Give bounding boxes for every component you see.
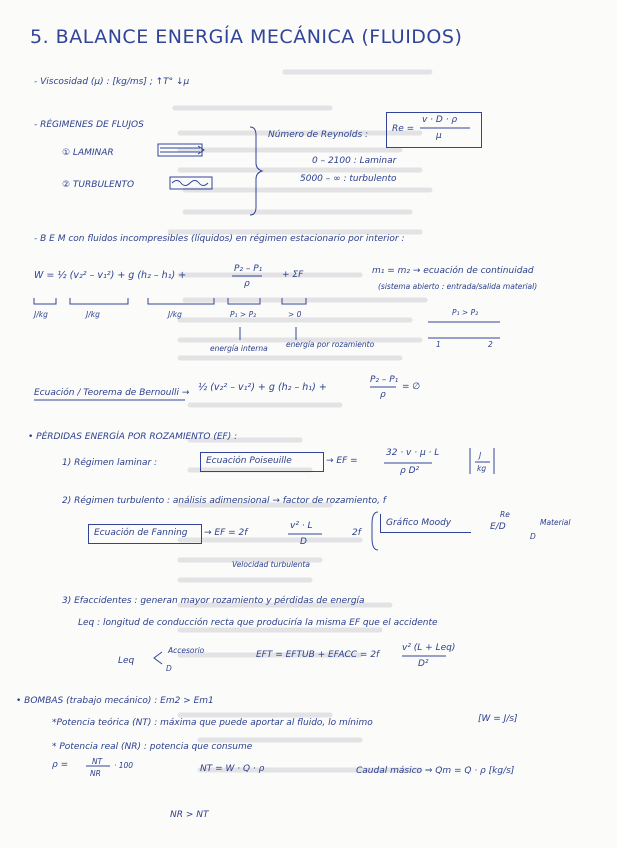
ef-turbulento: → EF = 2f: [204, 528, 248, 538]
moody-material: Material: [540, 518, 571, 527]
poiseuille-label: Ecuación Poiseuille: [206, 456, 292, 466]
eft-denominator: D²: [418, 659, 429, 669]
moody-d: D: [530, 532, 536, 541]
bem-intro: - B E M con fluidos incompresibles (líquidos) en régimen estacionario por interior :: [34, 234, 405, 244]
regimenes-heading: - RÉGIMENES DE FLUJOS: [34, 120, 144, 130]
bernoulli-label: Ecuación / Teorema de Bernoulli →: [34, 388, 190, 398]
laminar-label: ① LAMINAR: [62, 148, 114, 158]
bernoulli-p-denominator: ρ: [380, 390, 386, 400]
bem-ef-term: + ΣF: [282, 270, 304, 280]
caudal-masico: Caudal másico ⇒ Qm = Q · ρ [kg/s]: [356, 766, 515, 776]
turbulento-range: 5000 – ∞ : turbulento: [300, 174, 397, 184]
bem-unit-2: J/kg: [86, 310, 100, 319]
bem-unit-3: J/kg: [168, 310, 182, 319]
regimen-turbulento-label: 2) Régimen turbulento : análisis adimensional → factor de rozamiento, f: [62, 496, 386, 506]
ef-laminar-denominator: ρ D²: [400, 466, 420, 476]
leq-d: D: [166, 664, 172, 673]
leq-definition: Leq : longitud de conducción recta que produciría la misma EF que el accidente: [78, 618, 438, 628]
bem-w-equation: W = ½ (v₂² – v₁²) + g (h₂ – h₁) +: [34, 270, 187, 281]
energia-interna: energía interna: [210, 344, 268, 353]
pipe-p1p2: P₁ > P₂: [452, 308, 479, 317]
bernoulli-p-numerator: P₂ – P₁: [370, 375, 399, 385]
moody-e-d: E/D: [490, 522, 506, 532]
bem-p-denominator: ρ: [244, 279, 250, 289]
units-numerator: J: [479, 451, 482, 460]
nr-gt-nt: NR > NT: [170, 810, 209, 820]
w-units: [W = J/s]: [478, 714, 518, 724]
potencia-teorica: *Potencia teórica (NT) : máxima que puede aportar al fluido, lo mínimo: [52, 718, 373, 728]
leq-symbol: Leq: [118, 656, 135, 666]
pipe-point-2: 2: [488, 340, 493, 349]
sistema-abierto: (sistema abierto : entrada/salida material): [378, 282, 538, 291]
bem-p-condition: P₁ > P₂: [230, 310, 257, 319]
units-denominator: kg: [477, 464, 487, 473]
page-title: 5. BALANCE ENERGÍA MECÁNICA (FLUIDOS): [30, 26, 463, 48]
rendimiento-symbol: ρ =: [52, 760, 69, 770]
pipe-point-1: 1: [436, 340, 441, 349]
reynolds-denominator: μ: [436, 131, 442, 141]
leq-accesorio: Accesorio: [168, 646, 205, 655]
nt-equation: NT = W · Q · ρ: [200, 764, 265, 774]
rendimiento-numerator: NT: [92, 757, 103, 766]
moody-re: Re: [500, 510, 510, 519]
potencia-real: * Potencia real (NR) : potencia que consume: [52, 742, 253, 752]
moody-2f: 2f: [352, 528, 361, 538]
perdidas-heading: • PÉRDIDAS ENERGÍA POR ROZAMIENTO (EF) :: [28, 432, 238, 442]
laminar-range: 0 – 2100 : Laminar: [312, 156, 397, 166]
ef-turb-numerator: v² · L: [290, 521, 313, 531]
bem-p-numerator: P₂ – P₁: [234, 264, 263, 274]
continuidad-eq: m₁ = m₂ → ecuación de continuidad: [372, 266, 534, 276]
viscosidad-line: - Viscosidad (μ) : [kg/ms] ; ↑T° ↓μ: [34, 77, 190, 87]
regimen-laminar-label: 1) Régimen laminar :: [62, 458, 158, 468]
energia-rozamiento: energía por rozamiento: [286, 340, 375, 349]
turbulento-label: ② TURBULENTO: [62, 180, 135, 190]
ef-laminar: → EF =: [326, 456, 358, 466]
moody-label: Gráfico Moody: [386, 518, 452, 528]
bernoulli-equation: ½ (v₂² – v₁²) + g (h₂ – h₁) +: [198, 382, 327, 393]
reynolds-numerator: v · D · ρ: [422, 115, 458, 125]
bem-unit-1: J/kg: [34, 310, 48, 319]
ef-laminar-numerator: 32 · v · μ · L: [386, 448, 440, 458]
reynolds-re: Re =: [392, 124, 415, 134]
eft-numerator: v² (L + Leq): [402, 643, 456, 653]
bombas-heading: • BOMBAS (trabajo mecánico) : Em2 > Em1: [16, 696, 214, 706]
eft-equation: EFT = EFTUB + EFACC = 2f: [256, 650, 380, 660]
reynolds-label: Número de Reynolds :: [268, 130, 369, 140]
bernoulli-zero: = ∅: [402, 382, 421, 392]
velocidad-turbulenta: Velocidad turbulenta: [232, 560, 310, 569]
bem-gt-zero: > 0: [288, 310, 302, 319]
ef-turb-denominator: D: [300, 537, 307, 547]
rendimiento-100: · 100: [114, 761, 134, 770]
rendimiento-denominator: NR: [90, 769, 101, 778]
fanning-label: Ecuación de Fanning: [94, 528, 188, 538]
accidentes-label: 3) Efaccidentes : generan mayor rozamiento y pérdidas de energía: [62, 596, 365, 606]
